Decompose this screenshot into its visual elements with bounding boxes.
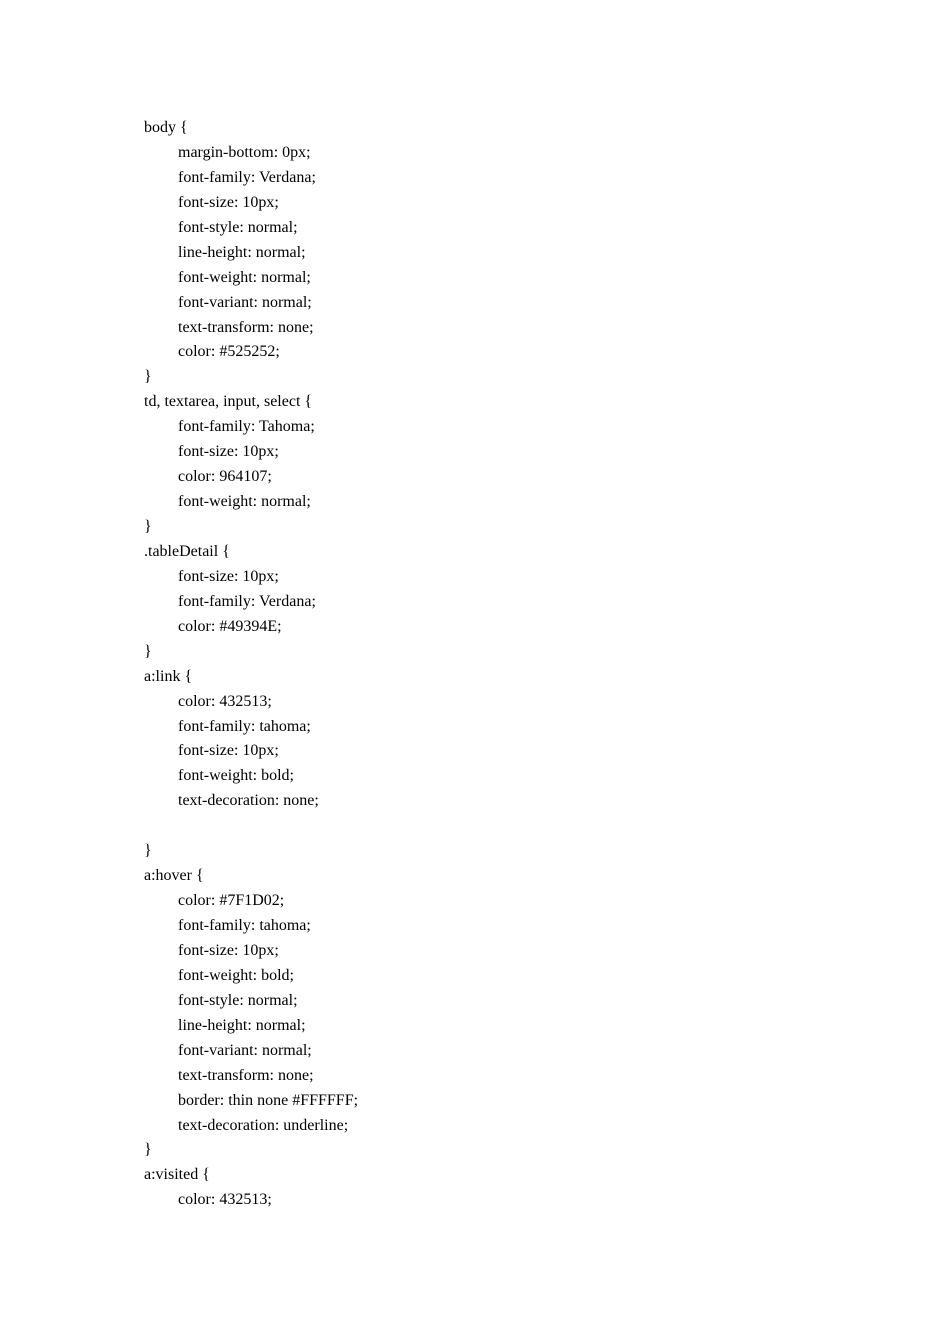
code-line: font-family: tahoma; [178,917,311,934]
code-line: font-family: tahoma; [178,717,311,735]
code-line: body { [144,119,188,136]
code-line: font-weight: normal; [178,268,311,286]
code-line: td, textarea, input, select { [144,393,313,411]
code-line: text-transform: none; [178,318,314,336]
code-line: font-style: normal; [178,218,298,236]
code-line: font-family: Verdana; [178,592,316,610]
code-line: font-size: 10px; [178,193,279,211]
code-line: color: #49394E; [178,617,282,635]
code-line: color: #525252; [178,343,280,361]
code-line: color: 432513; [178,1191,272,1209]
code-line: line-height: normal; [178,1016,306,1034]
code-line: text-decoration: none; [178,792,319,810]
code-line: font-weight: bold; [178,767,294,785]
code-line: font-size: 10px; [178,742,279,760]
code-line: font-weight: bold; [178,966,294,984]
code-line: font-family: Verdana; [178,168,316,186]
code-line: .tableDetail { [144,542,230,560]
code-line: border: thin none #FFFFFF; [178,1091,359,1109]
code-line: margin-bottom: 0px; [178,143,311,161]
code-line: font-style: normal; [178,991,298,1009]
css-code-block [144,116,844,1213]
code-line: a:hover { [144,867,204,885]
code-line: color: #7F1D02; [178,892,285,910]
code-line: } [144,1141,152,1159]
code-line: font-family: Tahoma; [178,418,315,436]
code-line: font-size: 10px; [178,941,279,959]
code-line: font-weight: normal; [178,493,311,511]
code-line: a:visited { [144,1166,210,1184]
code-line: } [144,842,152,860]
code-line: font-variant: normal; [178,1041,312,1059]
code-line: } [144,518,152,535]
code-line: font-size: 10px; [178,567,279,585]
code-line: } [144,368,152,386]
code-line: text-decoration: underline; [178,1116,349,1134]
code-line: text-transform: none; [178,1066,314,1084]
code-line [144,814,844,839]
code-line: color: 432513; [178,692,272,710]
code-line: } [144,642,152,660]
code-line: a:link { [144,667,193,685]
code-line: font-variant: normal; [178,293,312,311]
code-line: font-size: 10px; [178,443,279,461]
code-line: line-height: normal; [178,243,306,261]
code-line: color: 964107; [178,468,272,486]
